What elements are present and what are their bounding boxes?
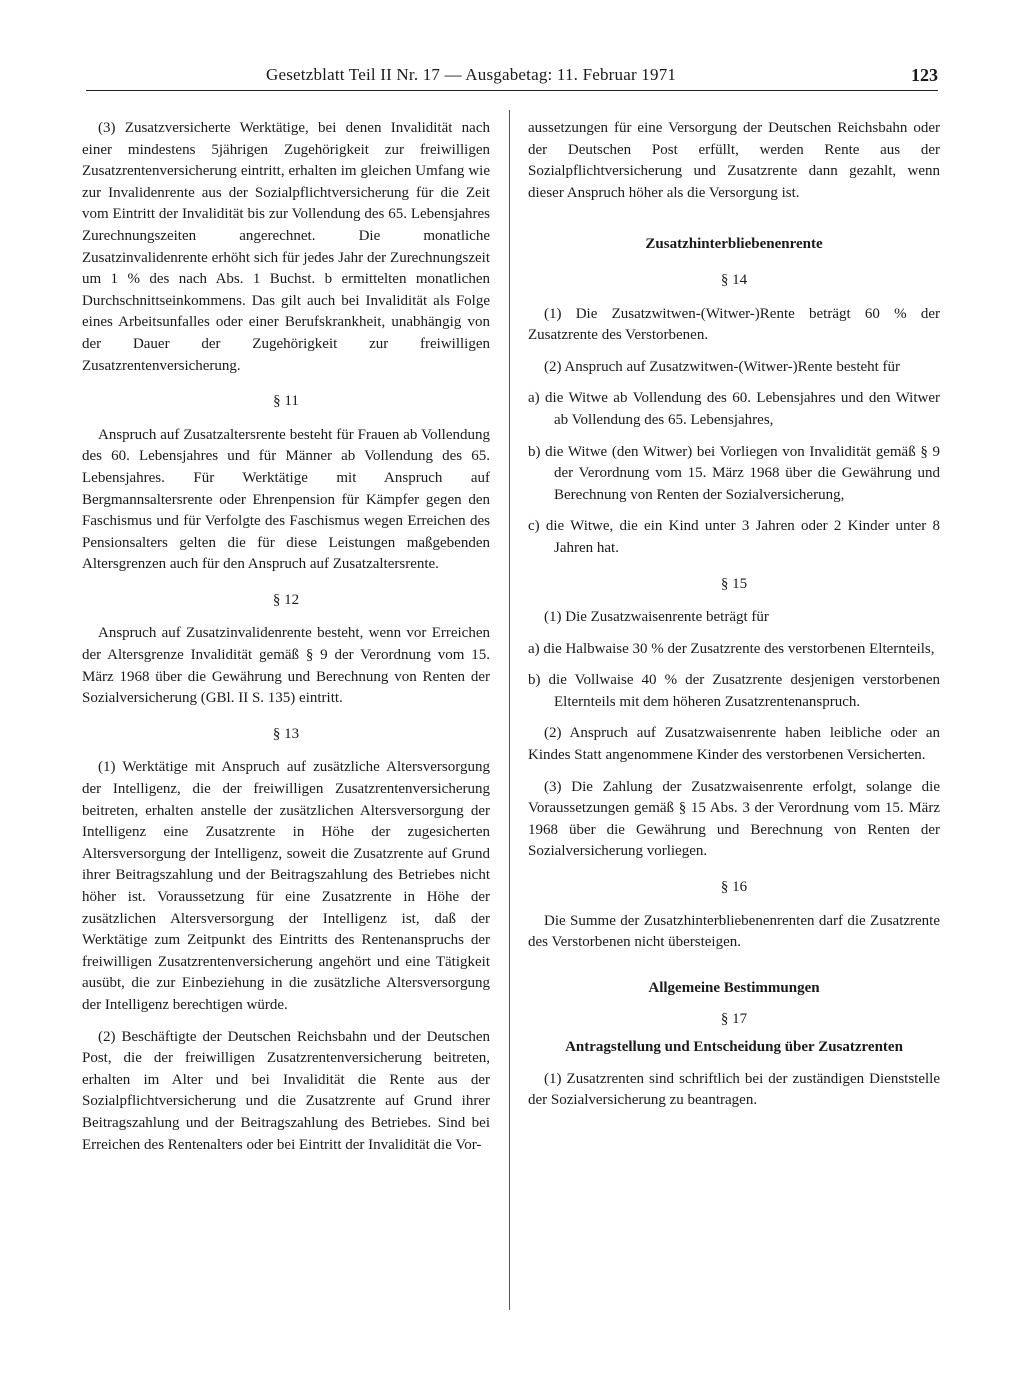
section-12-text: Anspruch auf Zusatzinvalidenrente besteht, wenn vor Erreichen der Altersgrenze Invalidität gemäß § 9 der Verordnung vom 15. März 1968 über die Gewährung und Berechnung von Renten der Sozialversicherung (GBl. II S. 135) eintritt.	[82, 625, 490, 707]
right-column	[528, 118, 940, 1112]
header-title: Gesetzblatt Teil II Nr. 17 — Ausgabetag: 11. Februar 1971	[266, 65, 677, 84]
left-column	[82, 118, 490, 1156]
section-16-text: Die Summe der Zusatzhinterbliebenenrenten darf die Zusatzrente des Verstorbenen nicht übersteigen.	[528, 912, 940, 951]
header-rule	[86, 90, 938, 91]
section-15-item-a: a) die Halbwaise 30 % der Zusatzrente des verstorbenen Elternteils,	[528, 640, 935, 657]
section-17-heading: Antragstellung und Entscheidung über Zusatzrenten	[565, 1039, 903, 1055]
section-17-title: § 17	[720, 1011, 748, 1028]
page-header	[86, 64, 938, 90]
paragraph-10-3: (3) Zusatzversicherte Werktätige, bei denen Invalidität nach einer mindestens 5jährigen Zugehörigkeit zur freiwilligen Zusatzrentenversicherung eintritt, erhalten im gleichen Umfang wie zur Invalidenrente aus der Sozialpflichtversicherung für die Zeit vom Eintritt der Invalidität bis zur Vollendung des 65. Lebensjahres Zurechnungszeiten angerechnet. Die monatliche Zusatzinvalidenrente erhöht sich für jedes Jahr der Zurechnungszeit um 1 % des nach Abs. 1 Buchst. b ermittelten monatlichen Durchschnittseinkommens. Das gilt auch bei Invalidität als Folge eines Arbeitsunfalles oder einer Berufskrankheit, unabhängig von der Dauer der Zugehörigkeit zur freiwilligen Zusatzrentenversicherung.	[82, 120, 490, 374]
page-number: 123	[911, 65, 938, 85]
section-14-item-c: c) die Witwe, die ein Kind unter 3 Jahren oder 2 Kinder unter 8 Jahren hat.	[528, 518, 940, 556]
section-14-item-a: a) die Witwe ab Vollendung des 60. Lebensjahres und den Witwer ab Vollendung des 65. Lebensjahres,	[528, 390, 940, 428]
section-14-title: § 14	[720, 271, 748, 288]
section-15-title: § 15	[720, 575, 748, 592]
continuation-text: aussetzungen für eine Versorgung der Deutschen Reichsbahn oder der Deutschen Post erfüllt, werden Rente aus der Sozialpflichtversicherung und Zusatzrente dann gezahlt, wenn dieser Anspruch höher als die Versorgung ist.	[528, 120, 940, 201]
heading-zusatzhinterbliebenenrente: Zusatzhinterbliebenenrente	[645, 236, 823, 253]
section-11-text: Anspruch auf Zusatzaltersrente besteht für Frauen ab Vollendung des 60. Lebensjahres und für Männer ab Vollendung des 65. Lebensjahres. Für Werktätige mit Anspruch auf Bergmannsaltersrente oder Ehrenpension für Kämpfer gegen den Faschismus und für Verfolgte des Faschismus wegen Erreichen des Pensionsalters gelten die für diese Leistungen maßgebenden Altersgrenzen auch für den Anspruch auf Zusatzaltersrente.	[82, 426, 490, 573]
section-15-paragraph-1: (1) Die Zusatzwaisenrente beträgt für	[544, 609, 769, 626]
section-11-title: § 11	[273, 393, 299, 410]
section-14-paragraph-1: (1) Die Zusatzwitwen-(Witwer-)Rente beträgt 60 % der Zusatzrente des Verstorbenen.	[528, 305, 940, 344]
heading-allgemeine-bestimmungen: Allgemeine Bestimmungen	[648, 979, 820, 996]
section-13-paragraph-2: (2) Beschäftigte der Deutschen Reichsbahn und der Deutschen Post, die der freiwilligen Zusatzrentenversicherung beitreten, erhalten im Alter und bei Invalidität die Rente aus der Sozialpflichtversicherung und die Zusatzrente auf Grund ihrer Beitragszahlung und der Beitragszahlung des Betriebes. Sind bei Erreichen des Rentenalters oder bei Eintritt der Invalidität die Vor-	[82, 1028, 490, 1153]
section-14-item-b: b) die Witwe (den Witwer) bei Vorliegen von Invalidität gemäß § 9 der Verordnung vom 15. März 1968 über die Gewährung und Berechnung von Renten der Sozialversicherung,	[528, 443, 940, 503]
section-16-title: § 16	[720, 879, 748, 896]
section-13-title: § 13	[272, 725, 300, 742]
section-17-paragraph-1: (1) Zusatzrenten sind schriftlich bei der zuständigen Dienststelle der Sozialversicherung zu beantragen.	[528, 1070, 940, 1109]
section-13-paragraph-1: (1) Werktätige mit Anspruch auf zusätzliche Altersversorgung der Intelligenz, die der freiwilligen Zusatzrentenversicherung beitreten, erhalten anstelle der zusätzlichen Altersversorgung der Intelligenz eine Zusatzrente in Höhe der zugesicherten Altersversorgung der Intelligenz, soweit die Zusatzrente auf Grund ihrer Beitragszahlung und der Beitragszahlung des Betriebes nicht höher ist. Voraussetzung für eine Zusatzrente in Höhe der zusätzlichen Altersversorgung der Intelligenz ist, daß der Werktätige zum Zeitpunkt des Eintritts des Rentenanspruchs der freiwilligen Zusatzrentenversicherung angehört und eine Tätigkeit ausübt, die zur Einbeziehung in die zusätzliche Altersversorgung der Intelligenz berechtigen würde.	[82, 759, 490, 1013]
section-15-item-b: b) die Vollwaise 40 % der Zusatzrente desjenigen verstorbenen Elternteils mit dem höheren Zusatzrentenanspruch.	[528, 672, 940, 710]
section-14-paragraph-2: (2) Anspruch auf Zusatzwitwen-(Witwer-)Rente besteht für	[544, 358, 901, 375]
section-15-paragraph-2: (2) Anspruch auf Zusatzwaisenrente haben leibliche oder an Kindes Statt angenommene Kinder des verstorbenen Versicherten.	[528, 725, 940, 764]
column-divider	[509, 110, 510, 1310]
section-15-paragraph-3: (3) Die Zahlung der Zusatzwaisenrente erfolgt, solange die Voraussetzungen gemäß § 15 Abs. 3 der Verordnung vom 15. März 1968 über die Gewährung und Berechnung von Renten der Sozialversicherung vorliegen.	[528, 778, 940, 860]
section-12-title: § 12	[272, 591, 300, 608]
